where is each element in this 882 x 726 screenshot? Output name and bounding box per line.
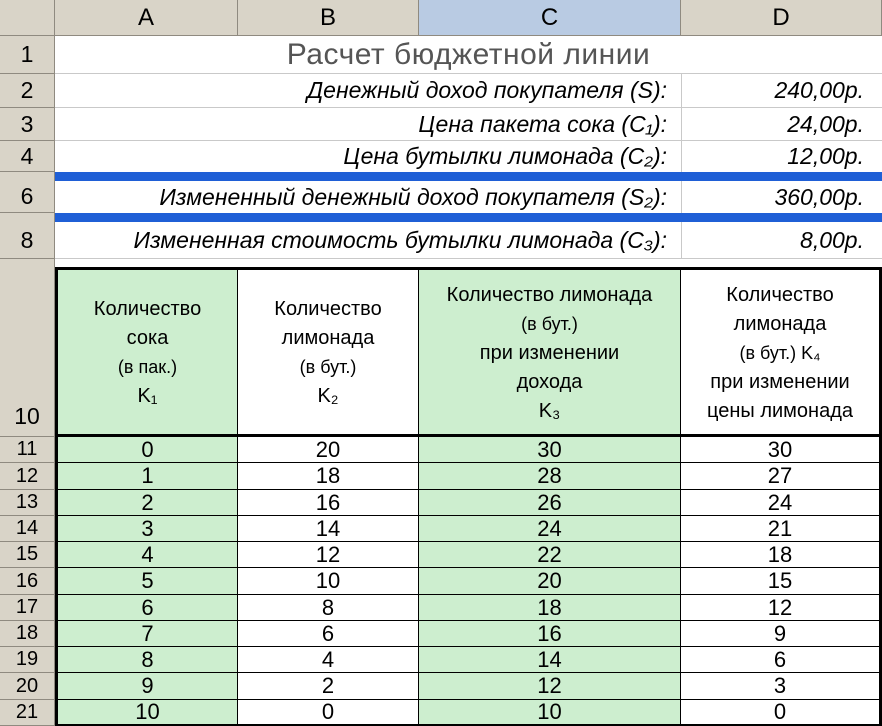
table-cell-k2[interactable]: 12 — [238, 542, 419, 568]
table-cell-k4[interactable]: 3 — [681, 673, 882, 700]
header-line: дохода — [516, 370, 583, 393]
table-cell-k1[interactable]: 9 — [55, 673, 238, 700]
header-line: (в бут.) — [521, 313, 578, 334]
header-line: K₃ — [538, 399, 561, 422]
table-cell-k4[interactable]: 6 — [681, 647, 882, 673]
row-header-21[interactable]: 21 — [0, 700, 55, 726]
income-label[interactable]: Денежный доход покупателя (S): — [306, 77, 667, 103]
row-separator-bar — [55, 213, 882, 222]
table-cell-k2[interactable]: 10 — [238, 568, 419, 595]
column-header-b[interactable]: B — [238, 0, 419, 36]
param-row — [55, 141, 882, 172]
row-header-20[interactable]: 20 — [0, 673, 55, 700]
param-row — [55, 74, 882, 108]
header-line: (в бут.) — [299, 357, 357, 377]
table-cell-k2[interactable]: 14 — [238, 516, 419, 542]
row-header-hidden — [0, 213, 55, 222]
table-cell-k2[interactable]: 16 — [238, 490, 419, 516]
table-cell-k2[interactable]: 18 — [238, 463, 419, 490]
table-cell-k3[interactable]: 10 — [419, 700, 681, 726]
column-header-c[interactable]: C — [419, 0, 681, 36]
table-cell-k4[interactable]: 15 — [681, 568, 882, 595]
table-cell-k3[interactable]: 24 — [419, 516, 681, 542]
header-k4[interactable] — [681, 270, 882, 437]
param-row — [55, 108, 882, 141]
changed-lemonade-price-label[interactable]: Измененная стоимость бутылки лимонада (C₃): — [133, 226, 667, 253]
table-cell-k3[interactable]: 16 — [419, 621, 681, 647]
table-cell-k3[interactable]: 12 — [419, 673, 681, 700]
table-cell-k1[interactable]: 7 — [55, 621, 238, 647]
table-cell-k4[interactable]: 0 — [681, 700, 882, 726]
column-header-a[interactable]: A — [55, 0, 238, 36]
table-cell-k3[interactable]: 14 — [419, 647, 681, 673]
lemonade-price-value[interactable]: 12,00р. — [787, 143, 864, 169]
table-cell-k1[interactable]: 8 — [55, 647, 238, 673]
header-line: лимонада — [281, 327, 375, 349]
table-cell-k4[interactable]: 18 — [681, 542, 882, 568]
row-header-13[interactable]: 13 — [0, 490, 55, 516]
header-line: сока — [126, 327, 169, 349]
row-header-4[interactable]: 4 — [0, 141, 55, 172]
row-header-17[interactable]: 17 — [0, 595, 55, 621]
table-cell-k3[interactable]: 26 — [419, 490, 681, 516]
table-cell-k4[interactable]: 12 — [681, 595, 882, 621]
row-header-hidden — [0, 172, 55, 181]
row-separator-bar — [55, 172, 882, 181]
table-cell-k3[interactable]: 30 — [419, 437, 681, 463]
row-header-19[interactable]: 19 — [0, 647, 55, 673]
table-cell-k1[interactable]: 3 — [55, 516, 238, 542]
header-line: Количество — [93, 298, 202, 320]
table-cell-k4[interactable]: 24 — [681, 490, 882, 516]
table-cell-k2[interactable]: 20 — [238, 437, 419, 463]
header-line: Количество — [274, 298, 382, 320]
table-cell-k4[interactable]: 30 — [681, 437, 882, 463]
header-line: при изменении — [479, 341, 620, 364]
select-all-corner[interactable] — [0, 0, 55, 36]
header-line: K₁ — [137, 385, 158, 407]
table-cell-k3[interactable]: 18 — [419, 595, 681, 621]
juice-price-label[interactable]: Цена пакета сока (C₁): — [418, 110, 667, 137]
row-header-2[interactable]: 2 — [0, 74, 55, 108]
header-line: Количество — [726, 283, 834, 306]
changed-lemonade-price-value[interactable]: 8,00р. — [800, 226, 864, 253]
row-header-12[interactable]: 12 — [0, 463, 55, 490]
header-k3[interactable] — [419, 270, 681, 437]
header-line: при изменении — [710, 370, 850, 393]
income-value[interactable]: 240,00р. — [774, 77, 864, 103]
row-header-1[interactable]: 1 — [0, 36, 55, 74]
table-cell-k3[interactable]: 20 — [419, 568, 681, 595]
sheet-title[interactable]: Расчет бюджетной линии — [55, 36, 882, 74]
table-cell-k1[interactable]: 1 — [55, 463, 238, 490]
table-cell-k1[interactable]: 4 — [55, 542, 238, 568]
row-header-11[interactable]: 11 — [0, 437, 55, 463]
changed-income-value[interactable]: 360,00р. — [774, 183, 864, 210]
row-header-15[interactable]: 15 — [0, 542, 55, 568]
param-row — [55, 222, 882, 259]
table-cell-k1[interactable]: 10 — [55, 700, 238, 726]
row-header-8[interactable]: 8 — [0, 222, 55, 259]
header-line: (в пак.) — [117, 357, 178, 377]
table-cell-k1[interactable]: 5 — [55, 568, 238, 595]
table-cell-k2[interactable]: 0 — [238, 700, 419, 726]
table-cell-k1[interactable]: 6 — [55, 595, 238, 621]
header-line: лимонада — [733, 312, 827, 335]
table-cell-k3[interactable]: 28 — [419, 463, 681, 490]
table-cell-k2[interactable]: 2 — [238, 673, 419, 700]
table-cell-k1[interactable]: 2 — [55, 490, 238, 516]
header-line: Количество лимонада — [446, 283, 653, 306]
row-header-16[interactable]: 16 — [0, 568, 55, 595]
hidden-row — [55, 259, 882, 267]
header-line: K₂ — [317, 385, 339, 407]
table-cell-k3[interactable]: 22 — [419, 542, 681, 568]
table-cell-k2[interactable]: 8 — [238, 595, 419, 621]
table-cell-k2[interactable]: 4 — [238, 647, 419, 673]
param-row — [55, 181, 882, 213]
table-cell-k4[interactable]: 21 — [681, 516, 882, 542]
row-header-10[interactable]: 10 — [0, 267, 55, 437]
row-header-hidden — [0, 259, 55, 267]
row-header-18[interactable]: 18 — [0, 621, 55, 647]
changed-income-label[interactable]: Измененный денежный доход покупателя (S₂): — [159, 183, 667, 210]
table-cell-k1[interactable]: 0 — [55, 437, 238, 463]
row-header-14[interactable]: 14 — [0, 516, 55, 542]
header-k1[interactable] — [55, 270, 238, 437]
header-line: (в бут.) K₄ — [739, 342, 821, 363]
column-header-d[interactable]: D — [681, 0, 882, 36]
header-line: цены лимонада — [706, 399, 853, 422]
row-header-6[interactable]: 6 — [0, 181, 55, 213]
juice-price-value[interactable]: 24,00р. — [787, 110, 864, 137]
row-header-3[interactable]: 3 — [0, 108, 55, 141]
table-cell-k4[interactable]: 9 — [681, 621, 882, 647]
table-cell-k4[interactable]: 27 — [681, 463, 882, 490]
lemonade-price-label[interactable]: Цена бутылки лимонада (C₂): — [343, 143, 667, 169]
table-cell-k2[interactable]: 6 — [238, 621, 419, 647]
header-k2[interactable] — [238, 270, 419, 437]
